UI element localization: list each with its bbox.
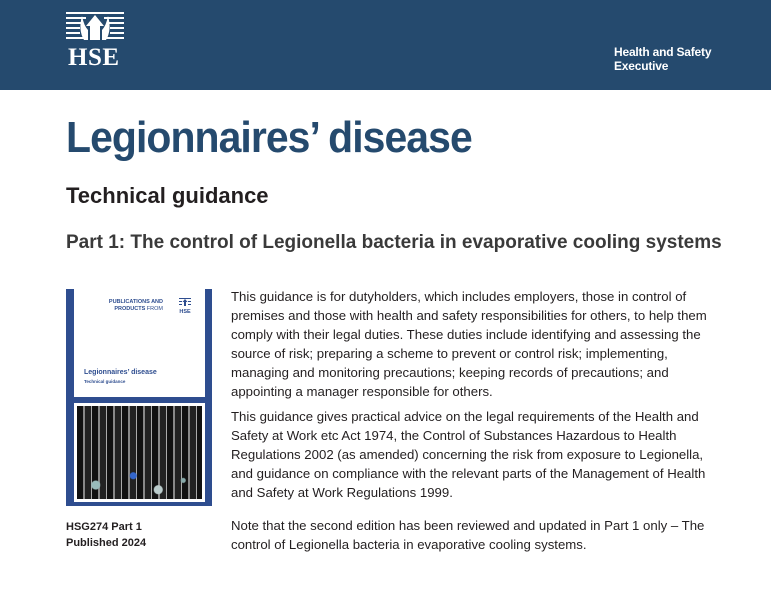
body-paragraph: This guidance gives practical advice on the legal requirements of the Health and Safety at Work etc Act 1974, the Control of Substances Hazardous to Health Regulations 2002 (as amended) concerning the risk from exposure to Legionella, and guidance on compliance with the relevant parts of the Management of Health and Safety at Work Regulations 1999. — [231, 409, 706, 501]
cover-logo-text: HSE — [179, 309, 191, 315]
org-name — [614, 45, 711, 73]
cover-photo-frame — [74, 403, 205, 502]
part-title: Part 1: The control of Legionella bacteria in evaporative cooling systems — [66, 232, 722, 253]
cover-publisher-line2: PRODUCTS — [114, 306, 146, 312]
cover-publisher-text — [109, 299, 163, 313]
body-text — [231, 288, 713, 562]
publication-cover-image — [66, 289, 212, 506]
cover-publisher-from: FROM — [145, 306, 163, 312]
hse-logo-text: HSE — [68, 44, 120, 71]
cover-publisher-line1: PUBLICATIONS AND — [108, 299, 163, 305]
body-paragraph: This guidance is for dutyholders, which includes employers, those in control of premises and those with health and safety responsibilities for others, to help them comply with their legal duties. These duties include identifying and assessing the source of risk; preparing a scheme to prevent or control risk; implementing, managing and monitoring precautions; keeping records of precautions; and appointing a manager responsible for others. — [231, 289, 707, 399]
water-droplets-photo — [77, 406, 202, 499]
cover-title: Legionnaires’ disease — [84, 369, 157, 376]
cover-hse-logo-icon — [175, 298, 195, 316]
page-title: Legionnaires’ disease — [66, 113, 472, 162]
cover-subtitle: Technical guidance — [84, 379, 126, 384]
page-subtitle: Technical guidance — [66, 183, 269, 208]
org-name-line2: Executive — [614, 59, 669, 73]
publication-date: Published 2024 — [66, 537, 147, 549]
publication-reference: HSG274 Part 1 — [66, 521, 142, 533]
cover-top-panel — [74, 289, 205, 397]
header-banner — [0, 0, 771, 90]
org-name-line1: Health and Safety — [614, 45, 712, 59]
edition-note: Note that the second edition has been reviewed and updated in Part 1 only – The control of Legionella bacteria in evaporative cooling systems. — [231, 517, 705, 552]
publication-info — [66, 519, 146, 551]
